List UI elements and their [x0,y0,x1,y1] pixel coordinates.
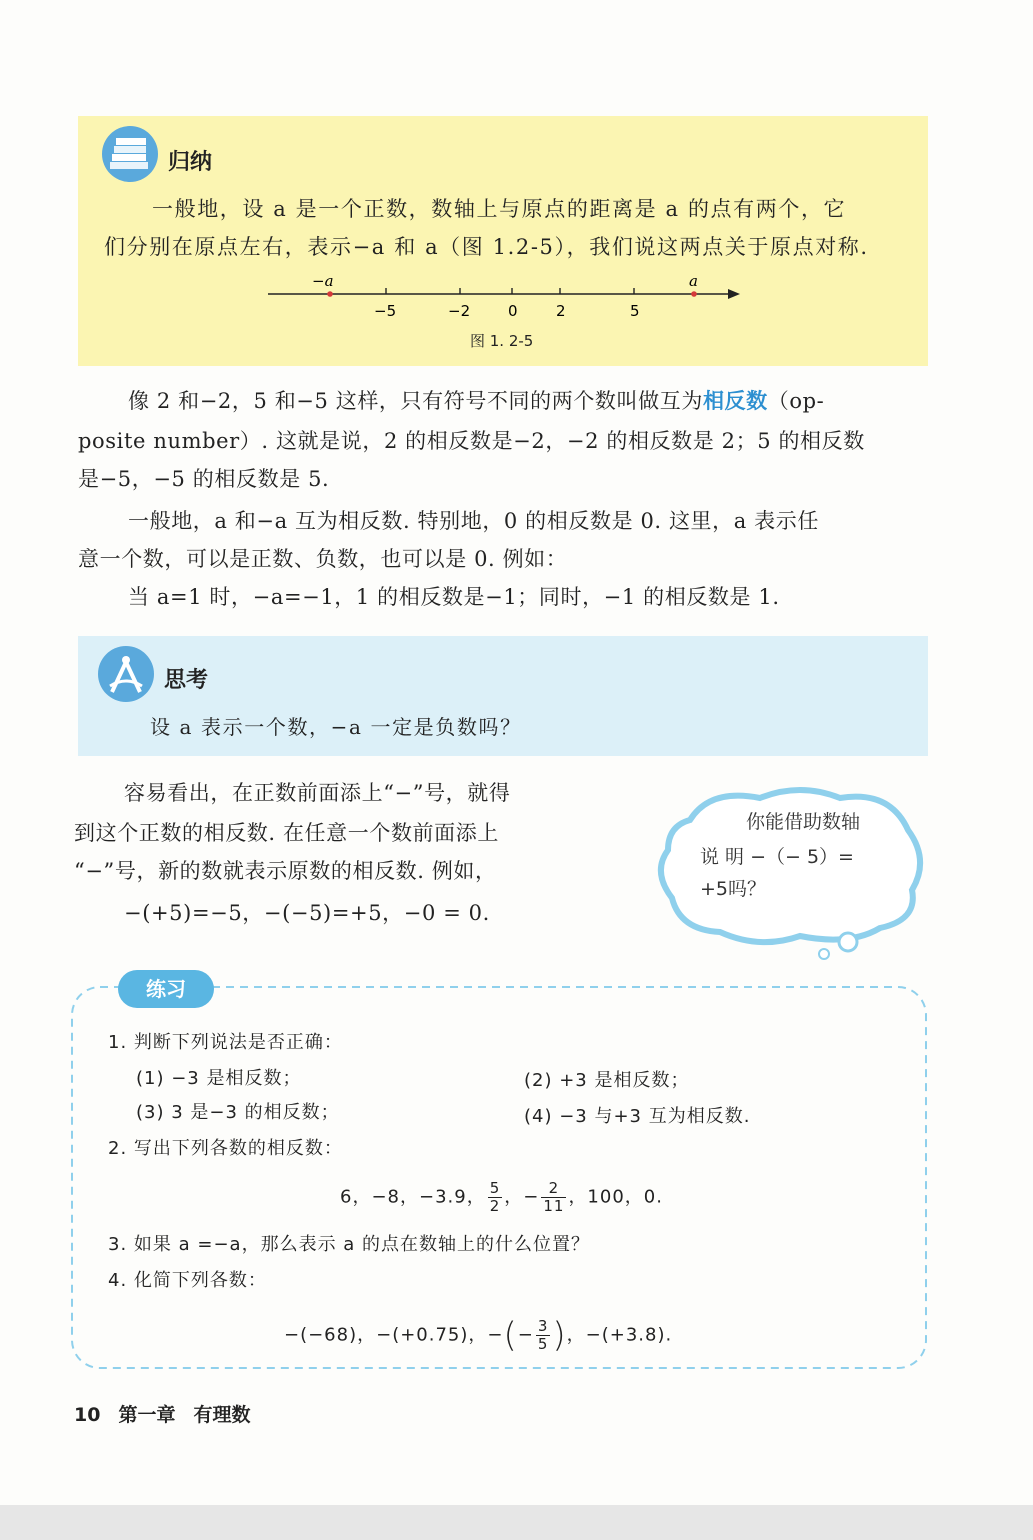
page-number: 10 [74,1404,101,1426]
p2-line-1: 一般地，a 和−a 互为相反数. 特别地，0 的相反数是 0. 这里，a 表示任 [128,509,819,533]
cloud-line-3: +5吗？ [700,878,767,900]
tick-label-minus5: −5 [374,302,397,320]
fraction-denominator: 2 [489,1197,501,1215]
tick-label-5: 5 [630,302,640,320]
q2-numbers-mid: ，− [504,1186,540,1208]
point-a [691,291,697,297]
big-paren-close: ) [552,1315,567,1356]
p1-line-1-text: 像 2 和−2，5 和−5 这样，只有符号不同的两个数叫做互为 [128,389,703,413]
q4: 4. 化简下列各数： [108,1270,267,1291]
summary-heading: 归纳 [168,150,213,175]
b2-line-4: −(+5)=−5，−(−5)=+5，−0 = 0. [124,901,490,925]
q4-expressions [284,1315,673,1356]
q2-numbers [340,1180,663,1215]
cloud-line-2: 说 明 −（− 5）= [700,846,854,868]
fraction-numerator: 5 [489,1179,501,1197]
p1-line-2: posite number）. 这就是说，2 的相反数是−2，−2 的相反数是 2；5 的相反数 [78,429,865,453]
think-question: 设 a 表示一个数，−a 一定是负数吗？ [150,715,522,739]
books-icon [102,126,158,182]
fraction-denominator: 5 [537,1335,549,1353]
p2-line-3: 当 a=1 时，−a=−1，1 的相反数是−1；同时，−1 的相反数是 1. [128,585,780,609]
q4-expr-pre: −(−68)，−(+0.75)，− [284,1324,504,1346]
label-a: a [689,272,698,290]
q4-expr-post: ，−(+3.8). [566,1324,673,1346]
q1-item-3: (3) 3 是−3 的相反数； [136,1102,340,1123]
summary-line-2: 们分别在原点左右，表示−a 和 a（图 1.2-5），我们说这两点关于原点对称. [104,235,869,259]
tick-label-0: 0 [508,302,518,320]
q2-numbers-pre: 6，−8，−3.9， [340,1186,486,1208]
fraction-denominator: 11 [543,1197,565,1215]
q3: 3. 如果 a =−a，那么表示 a 的点在数轴上的什么位置？ [108,1234,591,1255]
p2-line-2: 意一个数，可以是正数、负数，也可以是 0. 例如： [78,547,568,571]
fraction-3-5 [536,1318,551,1353]
fraction-5-2 [488,1180,503,1215]
chapter-label: 第一章 [118,1404,176,1426]
p1-line-1-tail: （op- [767,389,825,413]
cloud-line-1: 你能借助数轴 [746,811,861,833]
point-minus-a [327,291,333,297]
big-paren-open: ( [503,1315,518,1356]
number-line [268,266,748,326]
think-heading: 思考 [164,668,209,693]
term-opposite-number: 相反数 [702,389,768,413]
scan-edge [0,1505,1033,1540]
q1-item-2: (2) +3 是相反数； [524,1070,690,1091]
fraction-2-11 [541,1180,566,1215]
q2-numbers-post: ，100，0. [568,1186,663,1208]
chapter-title: 有理数 [193,1404,251,1426]
tick-label-minus2: −2 [448,302,471,320]
label-minus-a: −a [312,272,334,290]
q1-item-4: (4) −3 与+3 互为相反数. [524,1106,751,1127]
page-footer [74,1400,250,1427]
p1-line-3: 是−5，−5 的相反数是 5. [78,467,330,491]
q1-item-1: (1) −3 是相反数； [136,1068,302,1089]
b2-line-2: 到这个正数的相反数. 在任意一个数前面添上 [74,821,499,845]
figure-caption: 图 1. 2-5 [470,332,534,350]
b2-line-1: 容易看出，在正数前面添上“−”号，就得 [124,781,511,805]
p1-line-1 [128,382,824,420]
fraction-numerator: 3 [537,1317,549,1335]
summary-line-1: 一般地，设 a 是一个正数，数轴上与原点的距离是 a 的点有两个，它 [152,197,847,221]
fraction-numerator: 2 [541,1180,566,1198]
tick-label-2: 2 [556,302,566,320]
b2-line-3: “−”号，新的数就表示原数的相反数. 例如， [74,859,497,883]
compass-icon [98,646,154,702]
exercise-tag: 练习 [118,970,214,1008]
q4-frac-sign: − [517,1324,534,1346]
q1: 1. 判断下列说法是否正确： [108,1032,343,1053]
q2: 2. 写出下列各数的相反数： [108,1138,343,1159]
